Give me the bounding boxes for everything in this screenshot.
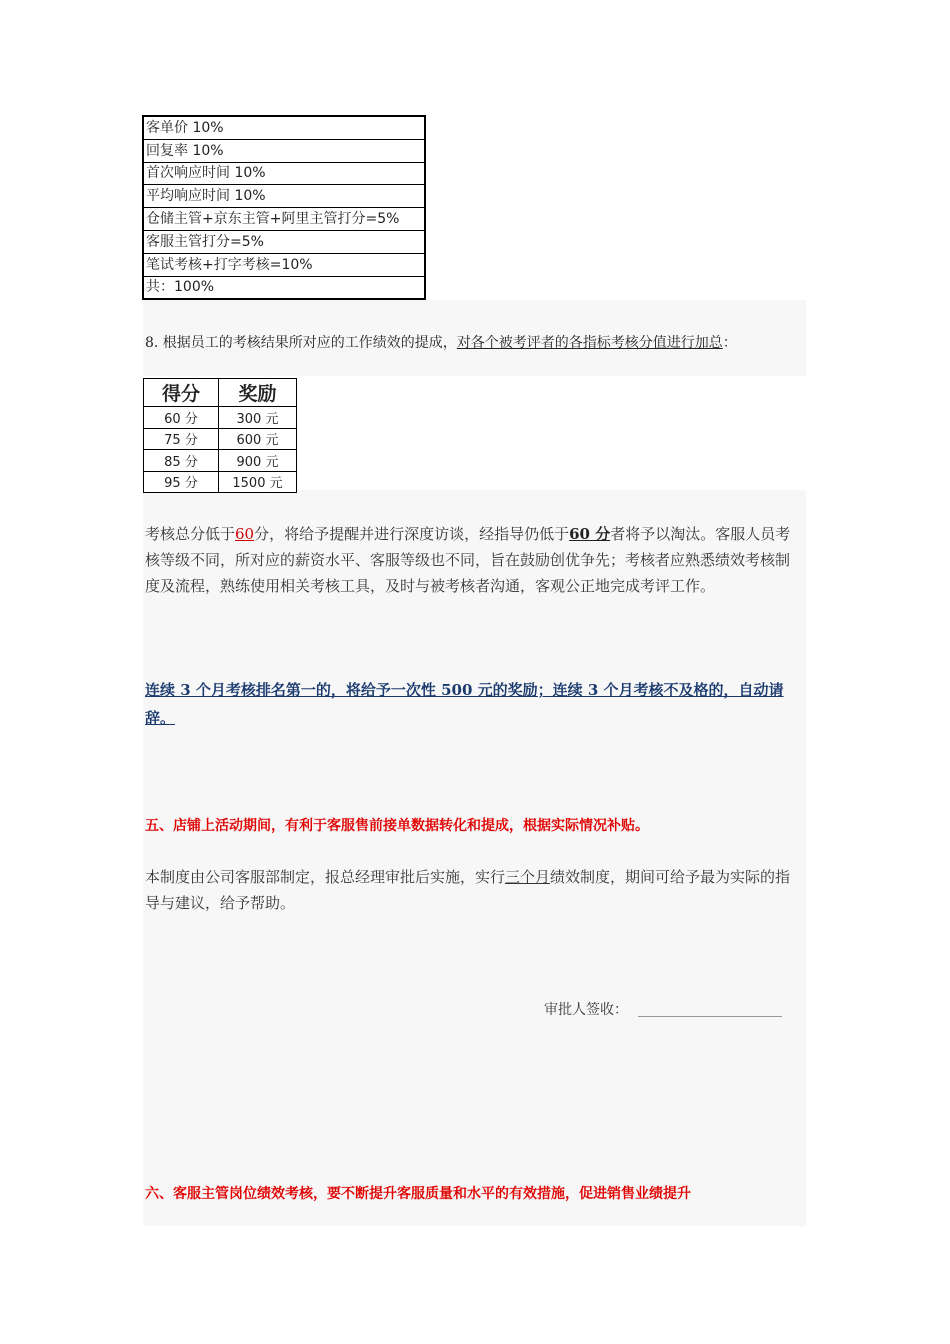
table-cell: 仓储主管+京东主管+阿里主管打分=5%: [143, 208, 425, 231]
item-8-prefix: 8. 根据员工的考核结果所对应的工作绩效的提成，: [145, 335, 457, 351]
bonus-note: [145, 676, 805, 732]
bonus-note-text: 连续 3 个月考核排名第一的，将给予一次性 500 元的奖励；连续 3 个月考核不及格的，自动请辞。: [145, 681, 784, 727]
table-row: [144, 407, 297, 429]
weight-table: [142, 115, 426, 300]
reward-cell: 600 元: [219, 428, 297, 450]
table-row: [144, 450, 297, 472]
assessment-paragraph: [145, 521, 800, 599]
table-row: [144, 471, 297, 493]
signature-line: [638, 1016, 782, 1017]
table-row: [143, 230, 425, 253]
table-row: [143, 185, 425, 208]
table-row: [143, 116, 425, 139]
item-8-underlined: 对各个被考评者的各指标考核分值进行加总: [456, 335, 723, 351]
system-note-paragraph: [145, 864, 800, 916]
table-row: [144, 428, 297, 450]
assessment-text: 考核总分低于: [145, 525, 236, 543]
header-score: 得分: [144, 379, 219, 407]
table-header-row: [144, 379, 297, 407]
reward-table: [143, 378, 297, 493]
system-note-text: 绩效制度，期间可给予最为实际的指导与建议，给予帮助。: [145, 868, 791, 912]
header-reward: 奖励: [219, 379, 297, 407]
table-cell: 客服主管打分=5%: [143, 230, 425, 253]
table-cell: 客单价 10%: [143, 116, 425, 139]
assessment-text: 分，将给予提醒并进行深度访谈，经指导仍低于: [254, 525, 570, 543]
system-note-text: 本制度由公司客服部制定，报总经理审批后实施，实行: [145, 868, 506, 886]
item-8-suffix: ：: [722, 335, 737, 351]
item-8-paragraph: [145, 333, 737, 353]
table-cell: 共：100%: [146, 279, 215, 296]
shaded-block: [143, 490, 806, 1226]
table-row: [143, 162, 425, 185]
table-cell: 首次响应时间 10%: [143, 162, 425, 185]
table-cell: 回复率 10%: [143, 139, 425, 162]
reward-cell: 300 元: [219, 407, 297, 429]
table-cell: 笔试考核+打字考核=10%: [143, 253, 425, 276]
table-row: [143, 276, 425, 299]
section-6-heading: 六、客服主管岗位绩效考核，要不断提升客服质量和水平的有效措施，促进销售业绩提升: [145, 1186, 691, 1202]
assessment-text: 者将予以淘汰。客服人员考核等级不同，所对应的薪资水平、客服等级也不同，旨在鼓励创优争先；考核者应熟悉绩效考核制度及流程，熟练使用相关考核工具，及时与被考核者沟通，客观公正地完成考评工作。: [145, 525, 791, 595]
score-cell: 60 分: [144, 407, 219, 429]
reward-cell: 900 元: [219, 450, 297, 472]
score-cell: 85 分: [144, 450, 219, 472]
section-5-heading: 五、店铺上活动期间，有利于客服售前接单数据转化和提成，根据实际情况补贴。: [145, 818, 649, 834]
score-cell: 95 分: [144, 471, 219, 493]
system-note-underlined: 三个月: [505, 868, 551, 886]
reward-cell: 1500 元: [219, 471, 297, 493]
threshold-value: 60: [235, 525, 255, 543]
table-cell: 平均响应时间 10%: [143, 185, 425, 208]
score-cell: 75 分: [144, 428, 219, 450]
table-row: [143, 139, 425, 162]
threshold-value: 60 分: [569, 525, 611, 543]
approval-label: 审批人签收：: [544, 1002, 628, 1018]
table-row: [143, 253, 425, 276]
table-row: [143, 208, 425, 231]
